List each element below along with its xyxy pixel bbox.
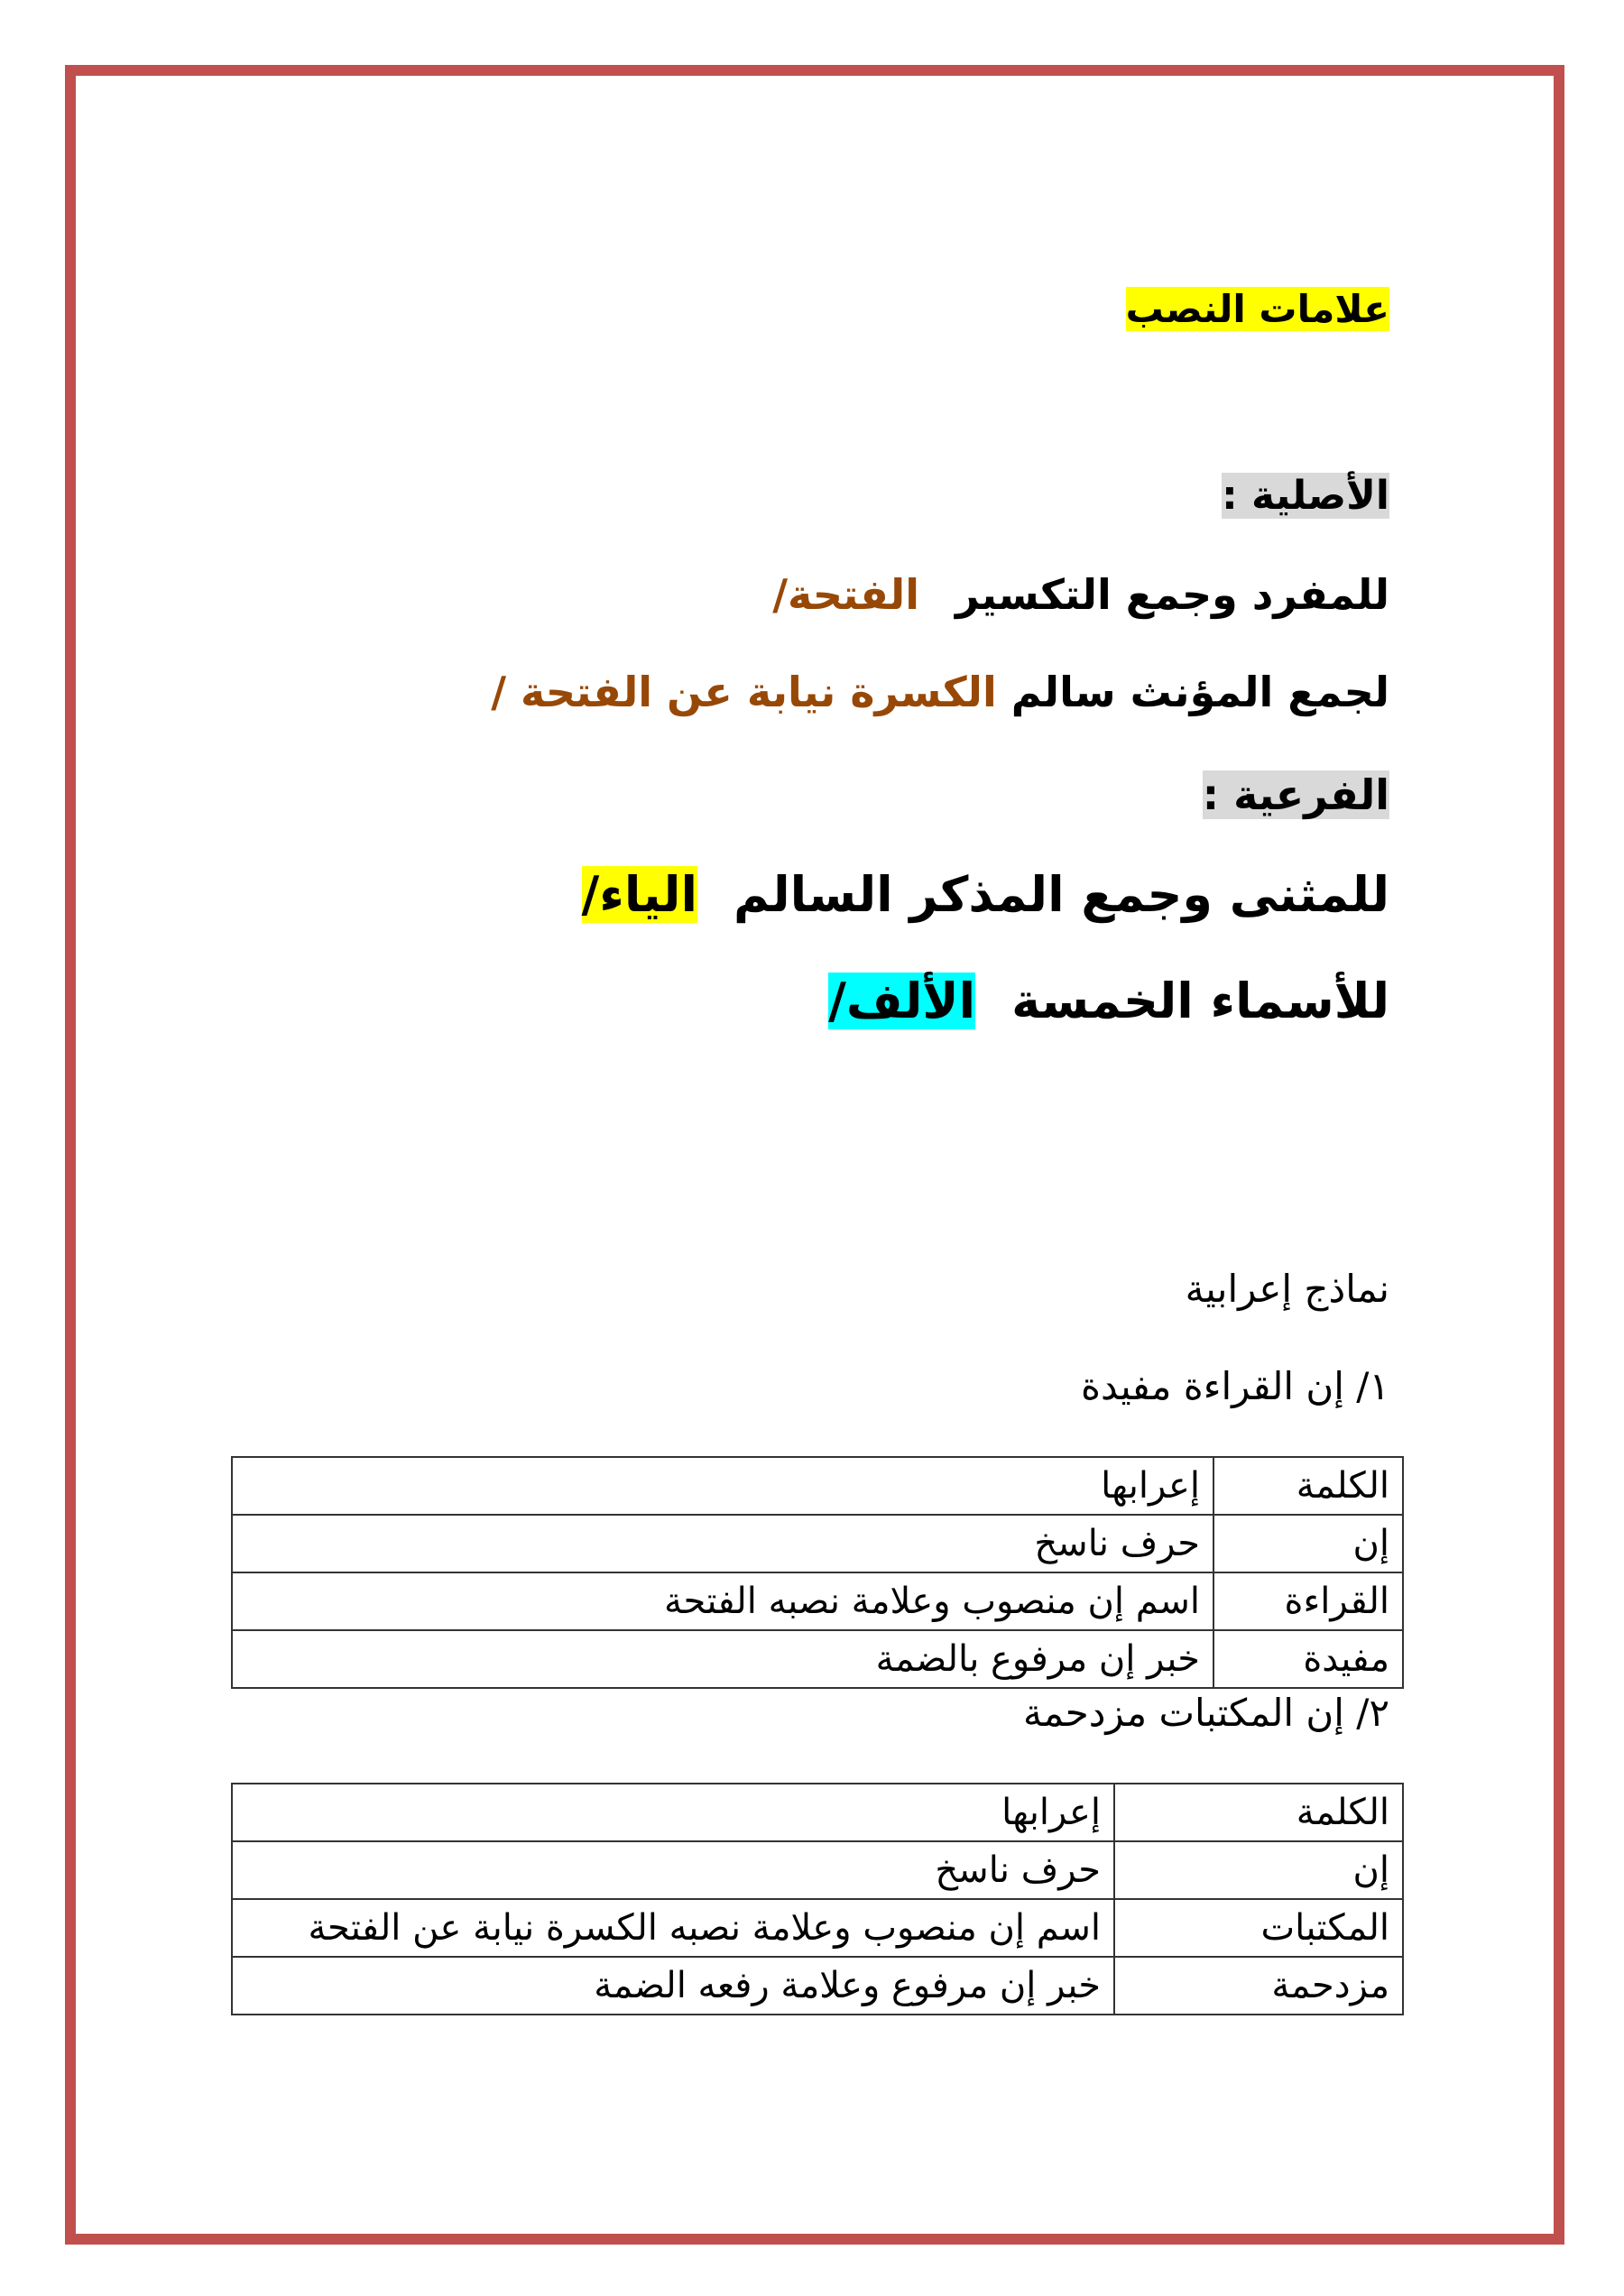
row-word: مفيدة xyxy=(1213,1630,1403,1688)
header-word: الكلمة xyxy=(1213,1457,1403,1515)
kasra-use: لجمع المؤنث سالم xyxy=(1010,668,1389,716)
examples-heading: نماذج إعرابية xyxy=(1185,1267,1389,1311)
original-section-heading xyxy=(1222,473,1389,519)
header-irab: إعرابها xyxy=(232,1457,1213,1515)
row-word: المكتبات xyxy=(1114,1899,1403,1957)
row-irab: اسم إن منصوب وعلامة نصبه الكسرة نيابة عن الفتحة xyxy=(232,1899,1114,1957)
example2-table xyxy=(231,1783,1404,2015)
row-irab: خبر إن مرفوع وعلامة رفعه الضمة xyxy=(232,1957,1114,2015)
example2-title: ٢/ إن المكتبات مزدحمة xyxy=(1022,1691,1389,1735)
fatha-label: الفتحة/ xyxy=(772,570,919,619)
yaa-line xyxy=(582,866,1389,923)
header-word: الكلمة xyxy=(1114,1784,1403,1841)
row-irab: حرف ناسخ xyxy=(232,1841,1114,1899)
table-header-row xyxy=(232,1457,1403,1515)
header-irab: إعرابها xyxy=(232,1784,1114,1841)
table-header-row xyxy=(232,1784,1403,1841)
yaa-use: للمثنى وجمع المذكر السالم xyxy=(733,866,1389,923)
alif-use: للأسماء الخمسة xyxy=(1011,973,1389,1029)
page-title xyxy=(1126,287,1389,331)
row-word: القراءة xyxy=(1213,1572,1403,1630)
alif-label: الألف/ xyxy=(828,973,976,1029)
original-section-label: الأصلية : xyxy=(1222,473,1389,519)
yaa-label: الياء/ xyxy=(581,866,697,923)
row-word: إن xyxy=(1114,1841,1403,1899)
example1-table xyxy=(231,1456,1404,1689)
secondary-section-label: الفرعية : xyxy=(1202,770,1389,819)
table-row xyxy=(232,1572,1403,1630)
example1-title: ١/ إن القراءة مفيدة xyxy=(1080,1364,1389,1408)
alif-line xyxy=(828,973,1389,1029)
table-row xyxy=(232,1899,1403,1957)
table-row xyxy=(232,1515,1403,1572)
fatha-line xyxy=(772,570,1389,619)
row-irab: اسم إن منصوب وعلامة نصبه الفتحة xyxy=(232,1572,1213,1630)
kasra-line xyxy=(491,668,1389,716)
table-row xyxy=(232,1957,1403,2015)
row-word: إن xyxy=(1213,1515,1403,1572)
row-irab: حرف ناسخ xyxy=(232,1515,1213,1572)
table-row xyxy=(232,1841,1403,1899)
table-row xyxy=(232,1630,1403,1688)
row-word: مزدحمة xyxy=(1114,1957,1403,2015)
secondary-section-heading xyxy=(1203,770,1389,819)
row-irab: خبر إن مرفوع بالضمة xyxy=(232,1630,1213,1688)
page-title-text: علامات النصب xyxy=(1125,287,1389,331)
fatha-use: للمفرد وجمع التكسير xyxy=(955,570,1389,619)
kasra-label: الكسرة نيابة عن الفتحة / xyxy=(491,668,997,716)
